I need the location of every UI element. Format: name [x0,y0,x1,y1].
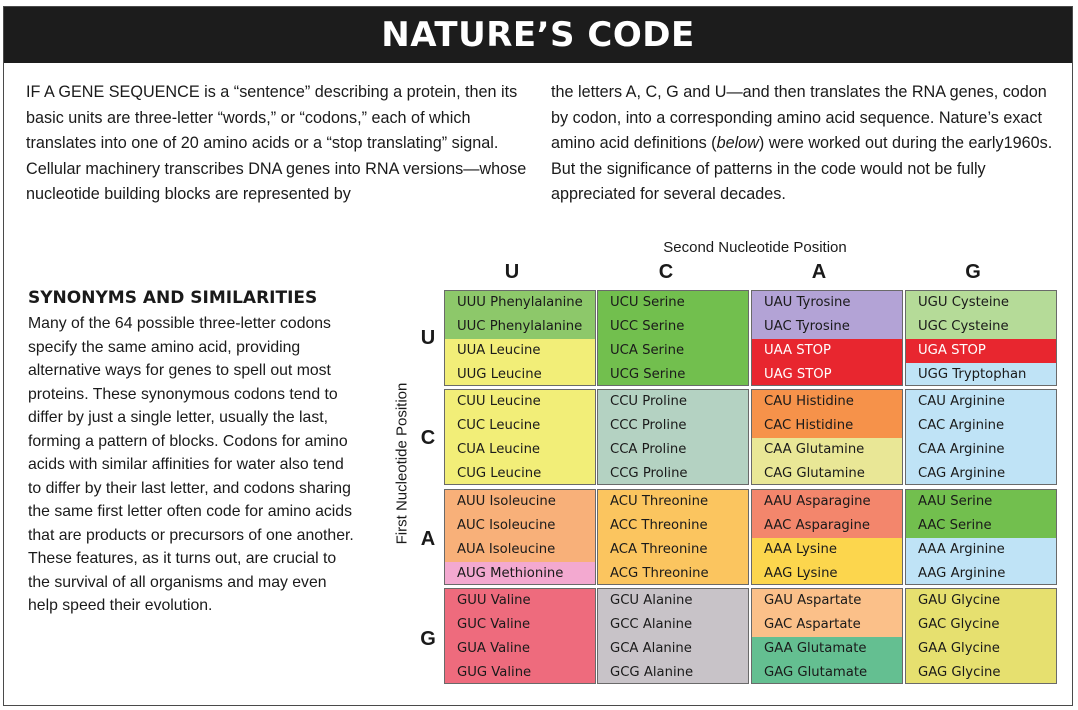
codon-cell: CUA Leucine [445,438,595,462]
codon-cell: GUG Valine [445,661,595,684]
codon-block-ua [751,290,903,386]
synonyms-body: Many of the 64 possible three-letter codons specify the same amino acid, providing alternative ways for genes to spell out most proteins. These synonymous codons tend to differ by just a single letter, usually the last, forming a pattern of blocks. Codons for amino acids with similar affinities for water also tend to differ by their last letter, and codons sharing the same first letter often code for amino acids that are products or precursors of one another. These features, as it turns out, are crucial to the survival of all organisms and may even help speed their evolution. [28,315,354,614]
second-position-axis-title: Second Nucleotide Position [663,239,847,256]
codon-cell: GAC Glycine [906,613,1056,637]
codon-cell: CUG Leucine [445,462,595,485]
codon-cell: GAC Aspartate [752,613,902,637]
codon-block-cu [444,389,596,485]
codon-cell: CAA Arginine [906,438,1056,462]
row-header-u: U [420,327,436,349]
codon-cell: CCG Proline [598,462,748,485]
codon-cell: AUA Isoleucine [445,538,595,562]
codon-cell: CAC Arginine [906,414,1056,438]
codon-block-aa [751,489,903,585]
codon-cell: GCC Alanine [598,613,748,637]
codon-cell: GCA Alanine [598,637,748,661]
codon-cell: AAU Serine [906,490,1056,514]
codon-cell: GUA Valine [445,637,595,661]
row-header-a: A [420,528,436,550]
codon-cell: CAC Histidine [752,414,902,438]
codon-cell: UUG Leucine [445,363,595,386]
codon-block-au [444,489,596,585]
codon-cell: UGC Cysteine [906,315,1056,339]
column-header-a: A [811,261,827,283]
codon-cell: UUA Leucine [445,339,595,363]
codon-cell: ACC Threonine [598,514,748,538]
codon-cell: CAU Arginine [906,390,1056,414]
intro-column-2-text-a: the letters A, C, G and U—and then translates the RNA genes, codon by codon, into a corresponding amino acid sequence. Nature’s exact amino acid definitions ( [551,83,1047,152]
codon-cell: GAU Aspartate [752,589,902,613]
codon-cell: CUC Leucine [445,414,595,438]
codon-cell: UAC Tyrosine [752,315,902,339]
intro-lead: IF A GENE SEQUENCE [26,83,200,101]
codon-block-uc [597,290,749,386]
codon-cell: AUG Methionine [445,562,595,585]
codon-cell: AAA Arginine [906,538,1056,562]
intro-column-1-text: is a “sentence” describing a protein, then its basic units are three-letter “words,” or “codons,” each of which translates into one of 20 amino acids or a “stop translating” signal. Cellular machinery transcribes DNA genes into RNA versions—whose nucleotide building blocks are represented by [26,83,527,203]
codon-block-ag [905,489,1057,585]
codon-cell: CCC Proline [598,414,748,438]
codon-cell: GCG Alanine [598,661,748,684]
codon-cell: UCU Serine [598,291,748,315]
codon-cell: CAU Histidine [752,390,902,414]
codon-cell: GAU Glycine [906,589,1056,613]
codon-cell: GUC Valine [445,613,595,637]
codon-block-ca [751,389,903,485]
column-header-u: U [504,261,520,283]
codon-block-cg [905,389,1057,485]
codon-cell: UGU Cysteine [906,291,1056,315]
codon-cell: CAA Glutamine [752,438,902,462]
codon-cell: UAU Tyrosine [752,291,902,315]
codon-cell: GAA Glutamate [752,637,902,661]
codon-block-ac [597,489,749,585]
codon-cell: UCC Serine [598,315,748,339]
intro-column-2 [551,80,1056,208]
codon-cell: AAA Lysine [752,538,902,562]
codon-cell: GAA Glycine [906,637,1056,661]
codon-cell: GAG Glycine [906,661,1056,684]
codon-cell: GCU Alanine [598,589,748,613]
codon-cell: CCU Proline [598,390,748,414]
codon-cell: UGG Tryptophan [906,363,1056,386]
codon-block-cc [597,389,749,485]
codon-cell: CCA Proline [598,438,748,462]
codon-cell: UCA Serine [598,339,748,363]
row-header-c: C [420,427,436,449]
codon-cell: UUC Phenylalanine [445,315,595,339]
codon-cell: AUU Isoleucine [445,490,595,514]
codon-cell: AUC Isoleucine [445,514,595,538]
codon-cell: ACG Threonine [598,562,748,585]
codon-block-gg [905,588,1057,684]
column-header-g: G [965,261,981,283]
codon-cell: AAC Serine [906,514,1056,538]
first-position-axis-title: First Nucleotide Position [393,382,411,545]
row-header-g: G [420,628,436,650]
codon-cell: UAG STOP [752,363,902,386]
page-title: NATURE’S CODE [381,15,695,55]
codon-cell: UGA STOP [906,339,1056,363]
column-header-c: C [658,261,674,283]
codon-cell: UAA STOP [752,339,902,363]
intro-column-1 [26,80,532,208]
codon-cell: UCG Serine [598,363,748,386]
codon-cell: CAG Glutamine [752,462,902,485]
intro-below-word: below [716,134,759,152]
synonyms-heading: SYNONYMS AND SIMILARITIES [28,288,318,308]
codon-cell: AAG Arginine [906,562,1056,585]
codon-block-gu [444,588,596,684]
intro-column-2-text-b: ) were worked out during the early1960s. But the significance of patterns in the code would not be fully appreciated for several decades. [551,134,1053,203]
codon-block-gc [597,588,749,684]
codon-cell: ACA Threonine [598,538,748,562]
codon-block-ga [751,588,903,684]
codon-cell: AAC Asparagine [752,514,902,538]
codon-cell: CAG Arginine [906,462,1056,485]
codon-block-uu [444,290,596,386]
codon-cell: UUU Phenylalanine [445,291,595,315]
codon-block-ug [905,290,1057,386]
title-bar [4,7,1072,63]
codon-cell: CUU Leucine [445,390,595,414]
codon-cell: AAG Lysine [752,562,902,585]
codon-cell: GUU Valine [445,589,595,613]
codon-cell: GAG Glutamate [752,661,902,684]
codon-cell: AAU Asparagine [752,490,902,514]
codon-cell: ACU Threonine [598,490,748,514]
